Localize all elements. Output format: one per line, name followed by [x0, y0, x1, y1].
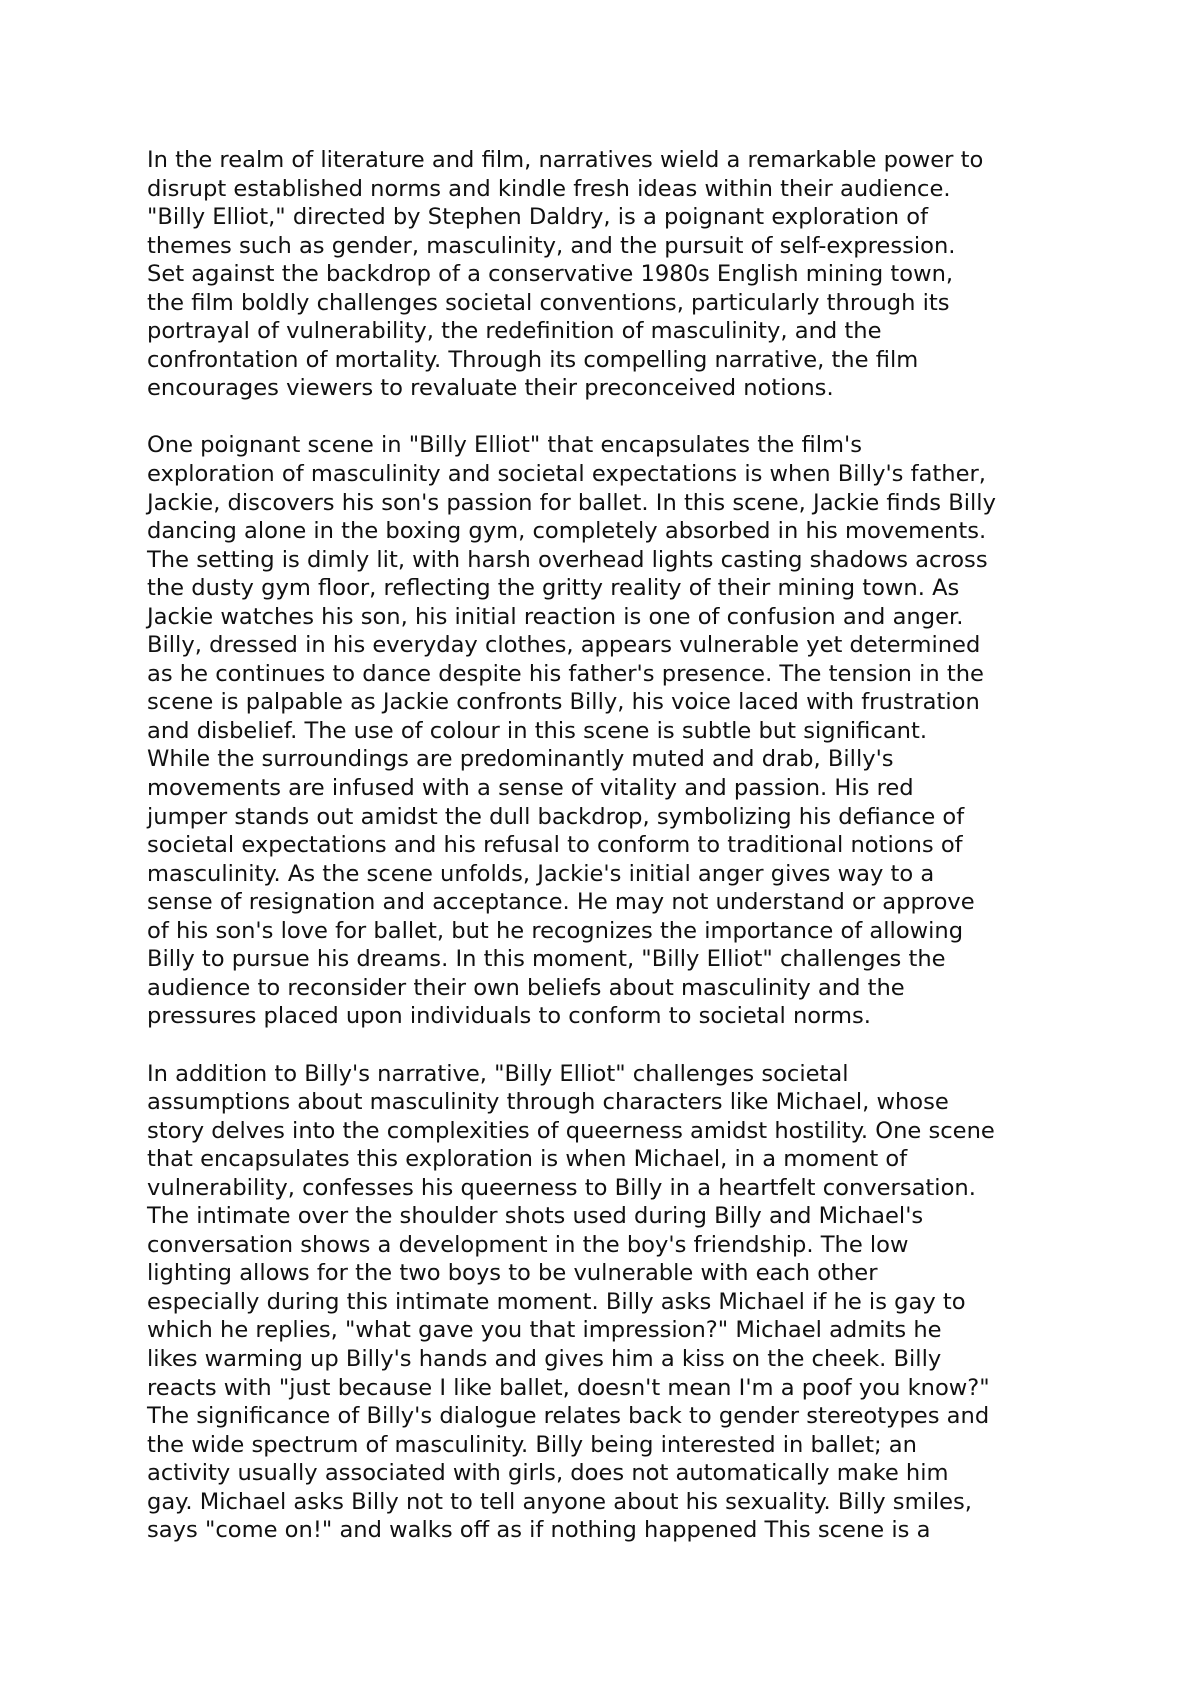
- paragraph: [147, 146, 1067, 403]
- text-line: Set against the backdrop of a conservative 1980s English mining town,: [147, 261, 954, 288]
- paragraph: [147, 1060, 1067, 1545]
- text-line: portrayal of vulnerability, the redefinition of masculinity, and the: [147, 318, 882, 345]
- text-line: themes such as gender, masculinity, and the pursuit of self-expression.: [147, 232, 956, 259]
- text-line: encourages viewers to revaluate their preconceived notions.: [147, 375, 834, 402]
- text-line: The significance of Billy's dialogue relates back to gender stereotypes and: [147, 1403, 990, 1430]
- text-line: exploration of masculinity and societal expectations is when Billy's father,: [147, 461, 986, 488]
- text-line: the film boldly challenges societal conventions, particularly through its: [147, 289, 950, 316]
- text-line: societal expectations and his refusal to conform to traditional notions of: [147, 832, 963, 859]
- text-line: especially during this intimate moment. Billy asks Michael if he is gay to: [147, 1288, 966, 1315]
- text-line: reacts with "just because I like ballet, doesn't mean I'm a poof you know?": [147, 1374, 990, 1401]
- text-line: scene is palpable as Jackie confronts Billy, his voice laced with frustration: [147, 689, 980, 716]
- text-line: In addition to Billy's narrative, "Billy Elliot" challenges societal: [147, 1060, 849, 1087]
- text-line: lighting allows for the two boys to be vulnerable with each other: [147, 1260, 878, 1287]
- text-line: confrontation of mortality. Through its compelling narrative, the film: [147, 346, 919, 373]
- text-line: story delves into the complexities of queerness amidst hostility. One scene: [147, 1117, 995, 1144]
- text-line: the wide spectrum of masculinity. Billy being interested in ballet; an: [147, 1431, 917, 1458]
- text-line: that encapsulates this exploration is when Michael, in a moment of: [147, 1146, 908, 1173]
- paragraph: [147, 431, 1067, 1030]
- text-line: Billy, dressed in his everyday clothes, appears vulnerable yet determined: [147, 632, 981, 659]
- text-line: movements are infused with a sense of vitality and passion. His red: [147, 775, 914, 802]
- text-line: vulnerability, confesses his queerness to Billy in a heartfelt conversation.: [147, 1174, 976, 1201]
- text-line: likes warming up Billy's hands and gives him a kiss on the cheek. Billy: [147, 1345, 942, 1372]
- text-line: assumptions about masculinity through characters like Michael, whose: [147, 1089, 949, 1116]
- text-line: dancing alone in the boxing gym, completely absorbed in his movements.: [147, 518, 987, 545]
- text-line: Jackie watches his son, his initial reaction is one of confusion and anger.: [147, 603, 964, 630]
- text-line: Billy to pursue his dreams. In this moment, "Billy Elliot" challenges the: [147, 946, 946, 973]
- text-line: of his son's love for ballet, but he recognizes the importance of allowing: [147, 917, 964, 944]
- text-line: "Billy Elliot," directed by Stephen Daldry, is a poignant exploration of: [147, 204, 929, 231]
- text-line: and disbelief. The use of colour in this scene is subtle but significant.: [147, 717, 928, 744]
- text-line: conversation shows a development in the boy's friendship. The low: [147, 1231, 909, 1258]
- text-line: jumper stands out amidst the dull backdrop, symbolizing his defiance of: [147, 803, 965, 830]
- text-line: The intimate over the shoulder shots used during Billy and Michael's: [147, 1203, 924, 1230]
- text-line: One poignant scene in "Billy Elliot" that encapsulates the film's: [147, 432, 862, 459]
- text-line: sense of resignation and acceptance. He may not understand or approve: [147, 889, 975, 916]
- text-line: While the surroundings are predominantly muted and drab, Billy's: [147, 746, 894, 773]
- text-line: masculinity. As the scene unfolds, Jackie's initial anger gives way to a: [147, 860, 935, 887]
- text-line: In the realm of literature and film, narratives wield a remarkable power to: [147, 147, 984, 173]
- text-line: gay. Michael asks Billy not to tell anyone about his sexuality. Billy smiles,: [147, 1488, 972, 1515]
- text-line: the dusty gym floor, reflecting the gritty reality of their mining town. As: [147, 575, 960, 602]
- text-line: which he replies, "what gave you that impression?" Michael admits he: [147, 1317, 942, 1344]
- text-line: audience to reconsider their own beliefs about masculinity and the: [147, 974, 905, 1001]
- text-line: activity usually associated with girls, does not automatically make him: [147, 1460, 949, 1487]
- text-line: disrupt established norms and kindle fresh ideas within their audience.: [147, 175, 951, 202]
- document-body: [147, 146, 1067, 1545]
- text-line: pressures placed upon individuals to conform to societal norms.: [147, 1003, 871, 1030]
- text-line: as he continues to dance despite his father's presence. The tension in the: [147, 660, 984, 687]
- text-line: Jackie, discovers his son's passion for ballet. In this scene, Jackie finds Billy: [147, 489, 996, 516]
- text-line: The setting is dimly lit, with harsh overhead lights casting shadows across: [147, 546, 988, 573]
- text-line: says "come on!" and walks off as if nothing happened This scene is a: [147, 1517, 931, 1544]
